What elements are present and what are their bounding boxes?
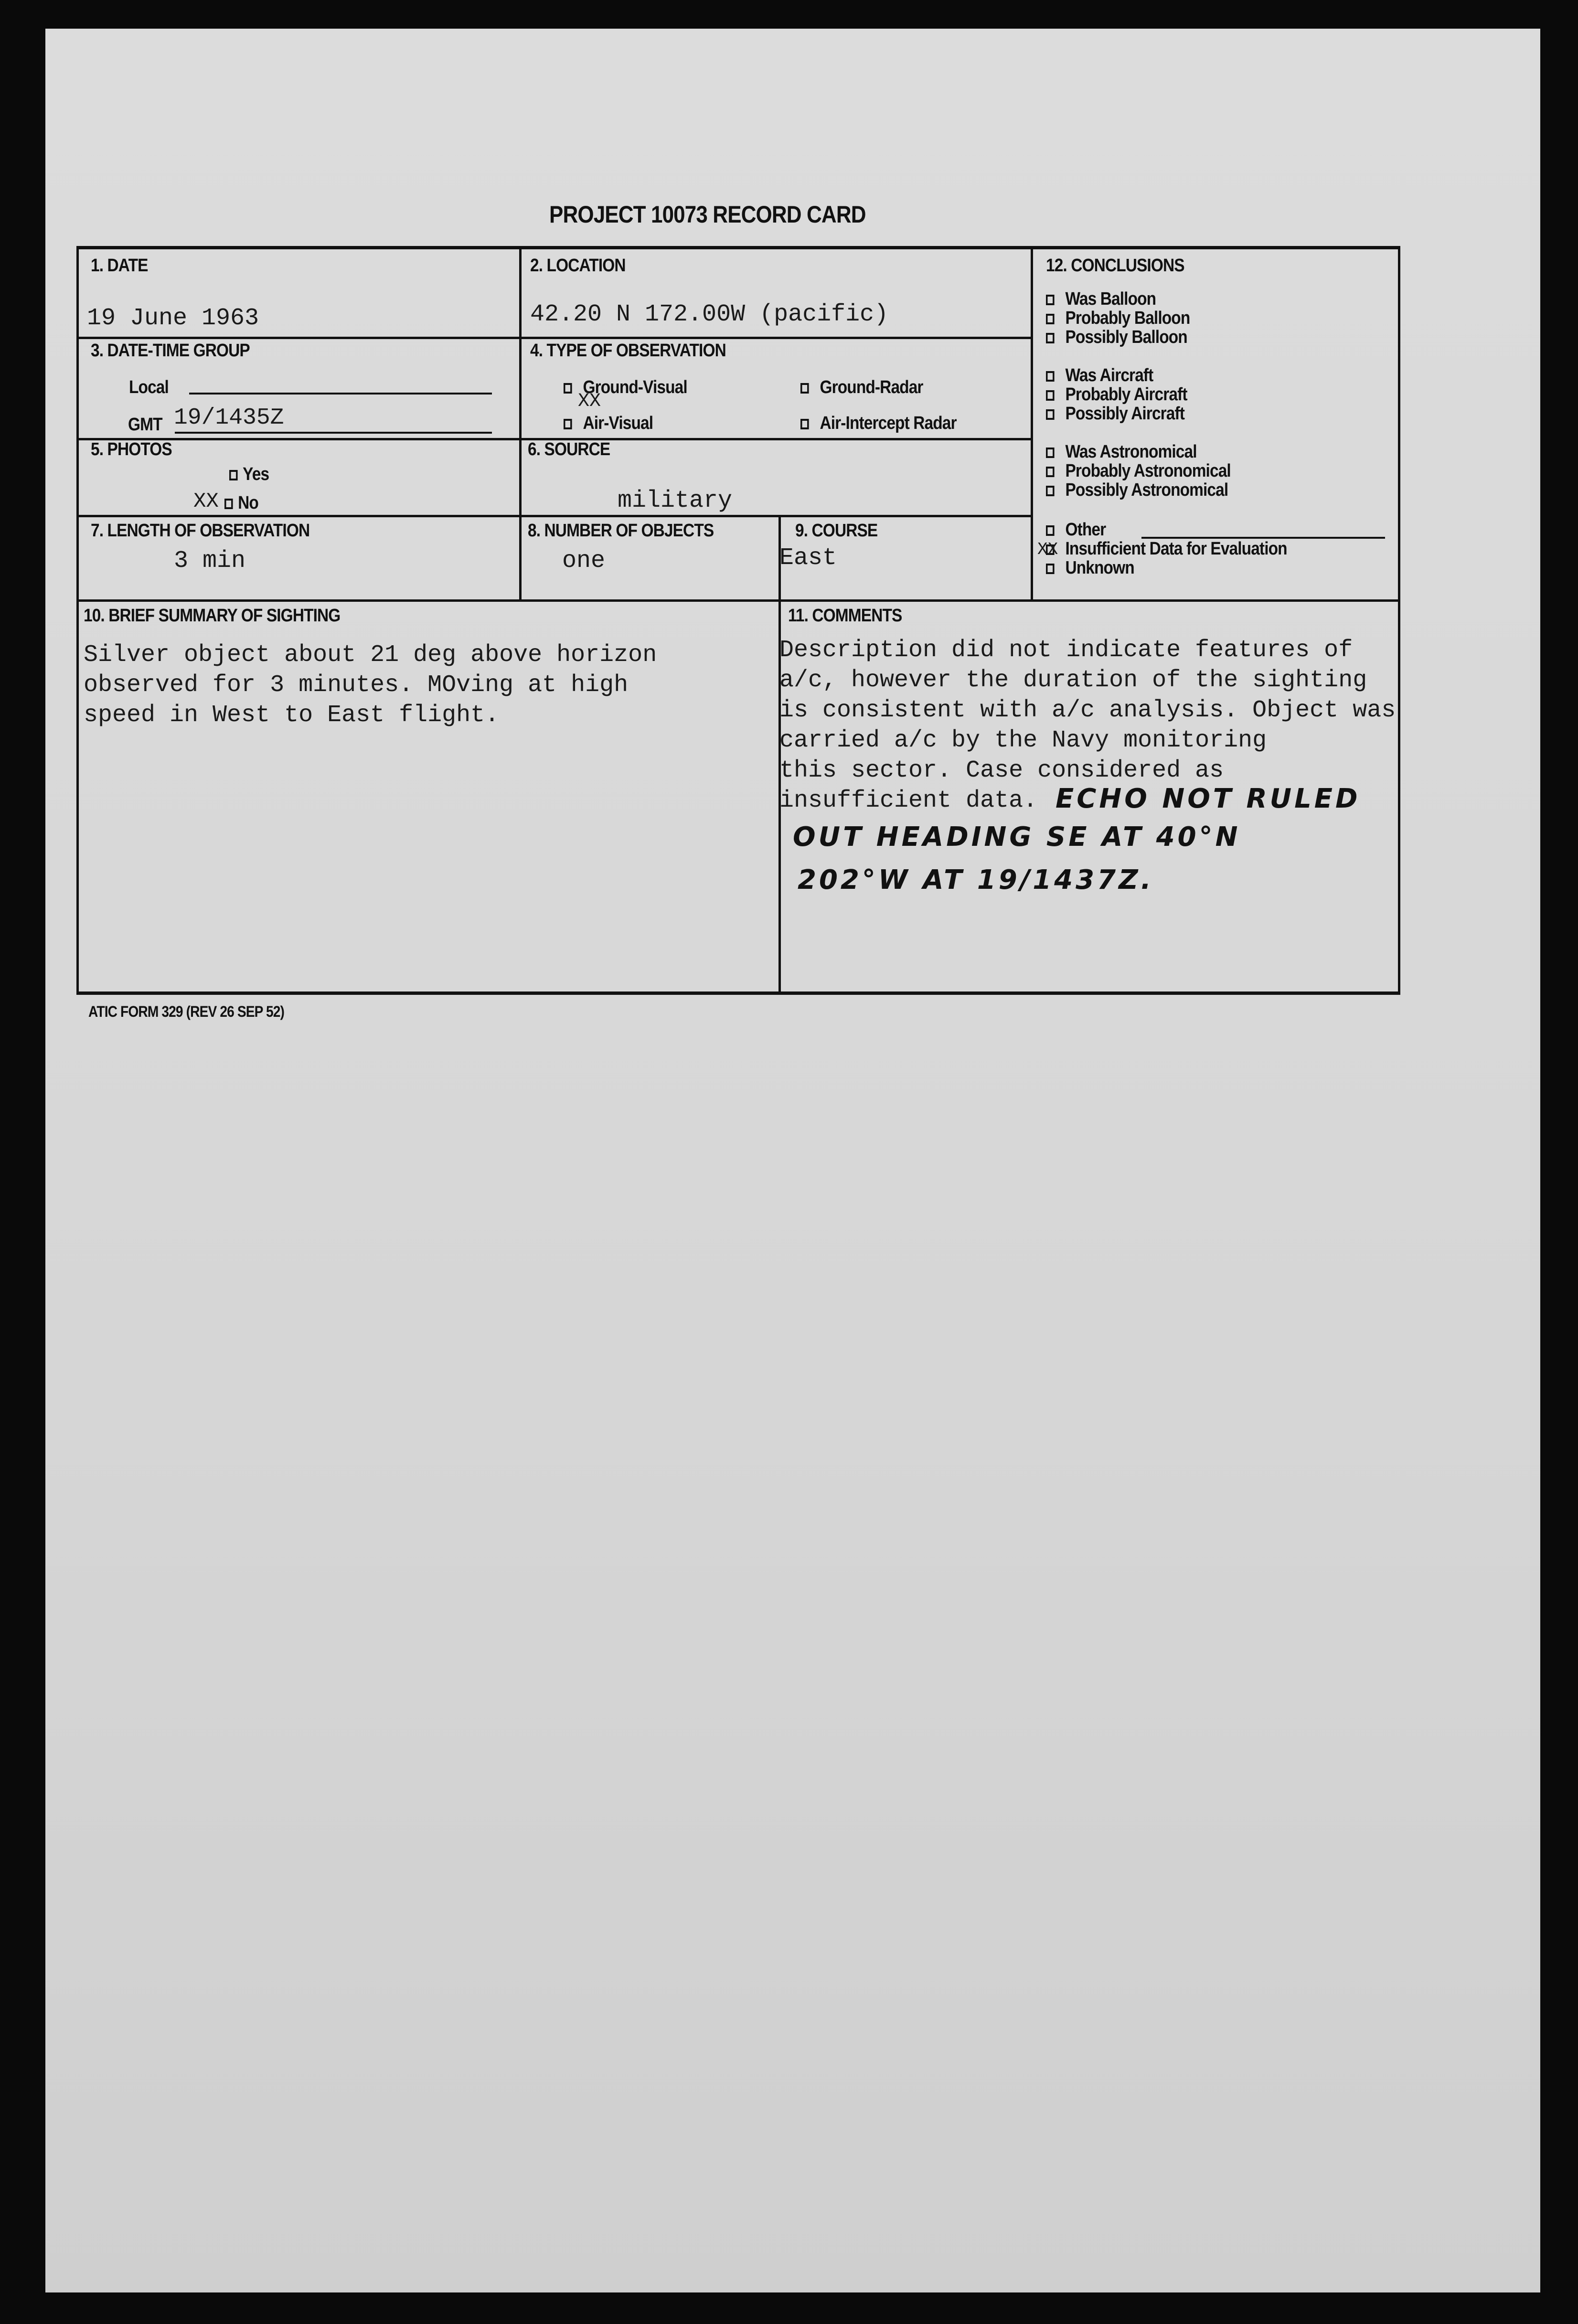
date-label: 1. DATE	[91, 256, 148, 276]
location-value: 42.20 N 172.00W (pacific)	[530, 301, 889, 328]
length-label: 7. LENGTH OF OBSERVATION	[91, 521, 310, 541]
date-value: 19 June 1963	[87, 305, 259, 332]
checkbox[interactable]	[1046, 333, 1055, 343]
option-air-visual[interactable]: Air-Visual	[564, 413, 653, 434]
local-label: Local	[129, 377, 169, 397]
location-label: 2. LOCATION	[530, 256, 626, 276]
checkbox[interactable]	[1046, 371, 1055, 382]
date-time-group-label: 3. DATE-TIME GROUP	[91, 341, 250, 361]
card-title: PROJECT 10073 RECORD CARD	[549, 201, 866, 228]
checkbox[interactable]	[564, 419, 572, 429]
photos-no-mark: XX	[193, 490, 219, 513]
conclusion-option[interactable]: Possibly Aircraft	[1046, 404, 1184, 424]
length-value: 3 min	[174, 547, 246, 575]
checkbox[interactable]	[1046, 390, 1055, 401]
summary-text: Silver object about 21 deg above horizon observed for 3 minutes. MOving at high speed in West to East flight.	[84, 641, 657, 729]
photos-no[interactable]: No	[224, 493, 258, 513]
conclusion-option[interactable]: Possibly Balloon	[1046, 327, 1187, 348]
conclusions-label: 12. CONCLUSIONS	[1046, 256, 1184, 276]
conclusion-option[interactable]: Was Aircraft	[1046, 365, 1153, 386]
summary-label: 10. BRIEF SUMMARY OF SIGHTING	[84, 606, 341, 626]
conclusion-option[interactable]: Probably Balloon	[1046, 308, 1190, 329]
checkbox[interactable]	[1046, 314, 1055, 324]
conclusion-option[interactable]: Insufficient Data for Evaluation	[1046, 539, 1287, 559]
conclusion-option[interactable]: Probably Astronomical	[1046, 461, 1231, 481]
conclusion-option[interactable]: Was Balloon	[1046, 289, 1156, 309]
checkbox[interactable]	[1046, 525, 1055, 536]
option-ground-radar[interactable]: Ground-Radar	[800, 377, 923, 398]
conclusion-option[interactable]: Possibly Astronomical	[1046, 480, 1228, 501]
objects-value: one	[562, 547, 606, 575]
source-value: military	[618, 487, 733, 514]
type-of-observation-label: 4. TYPE OF OBSERVATION	[530, 341, 726, 361]
checkbox[interactable]	[800, 383, 809, 394]
conclusion-option[interactable]: Other	[1046, 520, 1106, 540]
option-air-intercept-radar[interactable]: Air-Intercept Radar	[800, 413, 957, 434]
comments-label: 11. COMMENTS	[788, 606, 902, 626]
document-page	[45, 29, 1540, 2292]
form-id: ATIC FORM 329 (REV 26 SEP 52)	[88, 1003, 285, 1020]
handwritten-note-2: OUT HEADING SE AT 40°N	[793, 821, 1241, 853]
checkbox[interactable]	[800, 419, 809, 429]
checkbox[interactable]	[1046, 564, 1055, 574]
handwritten-note-3: 202°W AT 19/1437Z.	[798, 864, 1154, 895]
conclusion-option[interactable]: Probably Aircraft	[1046, 384, 1187, 405]
checkbox[interactable]	[229, 470, 238, 480]
photos-yes[interactable]: Yes	[229, 464, 269, 485]
gmt-label: GMT	[128, 415, 162, 435]
comments-text: Description did not indicate features of a/c, however the duration of the sighting is consistent with a/c analysis. Object was carried a/c by the Navy monitoring this sector. Case considered as insufficient data.	[779, 637, 1396, 814]
checkbox[interactable]	[1046, 486, 1055, 496]
checkbox[interactable]	[224, 499, 233, 509]
checkbox[interactable]	[564, 383, 572, 394]
insufficient-data-mark: XX	[1037, 540, 1058, 559]
source-label: 6. SOURCE	[528, 439, 610, 459]
checkbox[interactable]	[1046, 448, 1055, 458]
air-visual-mark: XX	[578, 391, 601, 412]
course-value: East	[779, 544, 837, 572]
course-label: 9. COURSE	[795, 521, 878, 541]
checkbox[interactable]	[1046, 409, 1055, 420]
conclusion-option[interactable]: Unknown	[1046, 558, 1134, 578]
photos-label: 5. PHOTOS	[91, 439, 172, 459]
option-ground-visual[interactable]: Ground-Visual	[564, 377, 687, 398]
checkbox[interactable]	[1046, 295, 1055, 305]
objects-label: 8. NUMBER OF OBJECTS	[528, 521, 714, 541]
conclusion-option[interactable]: Was Astronomical	[1046, 442, 1197, 462]
handwritten-note-1: ECHO NOT RULED	[1056, 783, 1361, 814]
checkbox[interactable]	[1046, 467, 1055, 477]
gmt-value: 19/1435Z	[174, 405, 284, 431]
